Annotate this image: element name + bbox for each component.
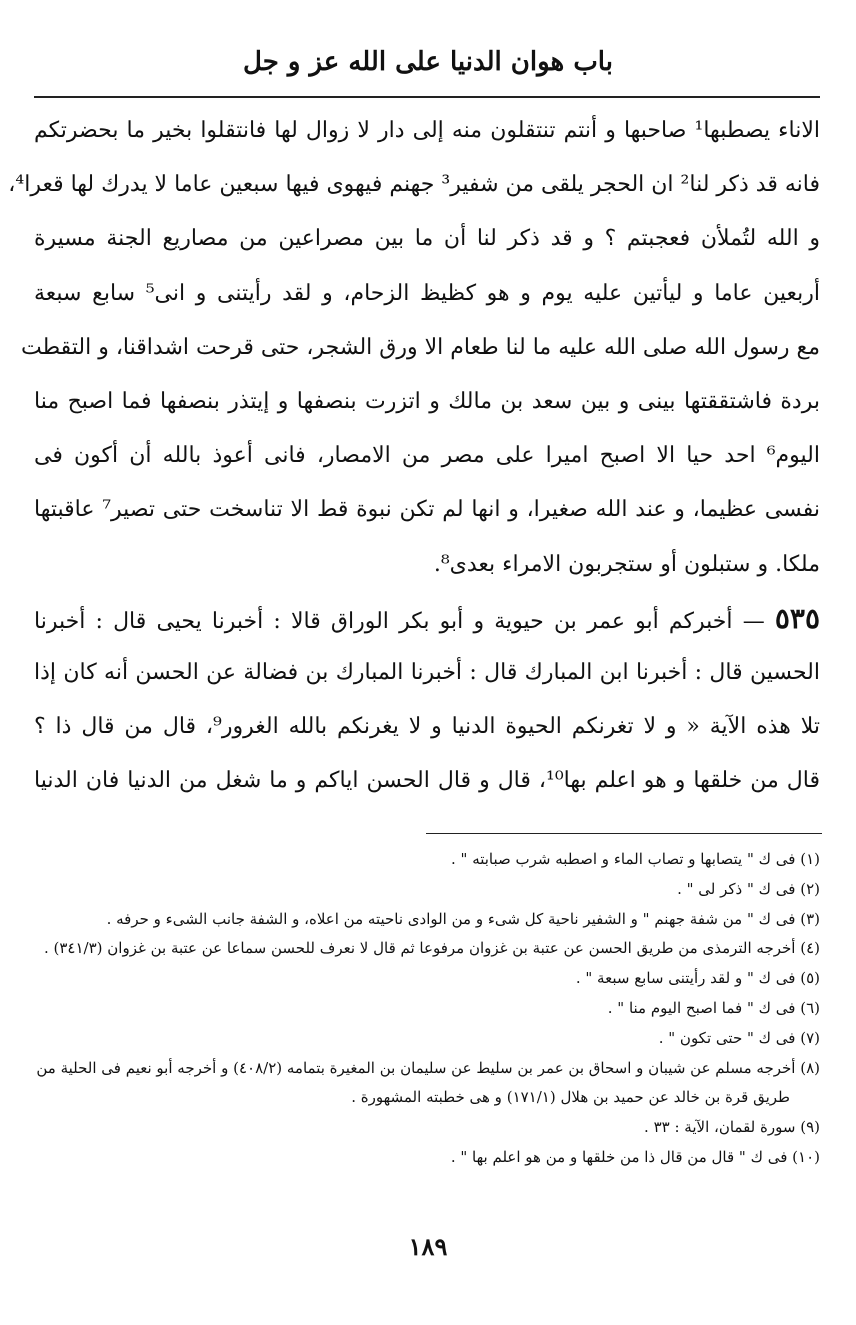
footnote: (١) فى ك " يتصابها و تصاب الماء و اصطبه شرب صبابته " . [450, 850, 820, 868]
footnote: (١٠) فى ك " قال من قال ذا من خلقها و من هو اعلم بها " . [450, 1147, 820, 1166]
footnote-continuation: طريق قرة بن خالد عن حميد بن هلال (١٧١/١) و هى خطبته المشهورة . [351, 1088, 790, 1107]
footnotes [34, 845, 820, 1173]
entry-dash: — [742, 608, 765, 634]
footnote: (٦) فى ك " فما اصبح اليوم منا " . [607, 998, 820, 1017]
text-line: بردة فاشتققتها بينى و بين سعد بن مالك و اتزرت بنصفها و إيتذر بنصفها فما اصبح منا [34, 388, 820, 414]
text-line: نفسى عظيما، و عند الله صغيرا، و انها لم تكن نبوة قط الا تناسخت حتى تصير⁷ عاقبتها [34, 497, 820, 523]
footnote: (٥) فى ك " و لقد رأيتنى سابع سبعة " . [575, 969, 820, 988]
footnote-divider [426, 833, 822, 834]
entry-number: ٥٣٥ [774, 601, 821, 635]
running-header: باب هوان الدنيا على الله عز و جل [243, 47, 613, 77]
text-line: الاناء يصطبها¹ صاحبها و أنتم تنتقلون منه إلى دار لا زوال لها فانتقلوا بخير ما بحضرتكم [34, 118, 820, 143]
text-line: مع رسول الله صلى الله عليه ما لنا طعام الا ورق الشجر، حتى قرحت اشداقنا، و التقطت [20, 334, 820, 360]
entry-text: أخبركم أبو عمر بن حيوية و أبو بكر الوراق قالا : أخبرنا يحيى قال : أخبرنا [34, 608, 733, 634]
main-text [8, 104, 821, 808]
text-line: أربعين عاما و ليأتين عليه يوم و هو كظيظ الزحام، و لقد رأيتنى و انى⁵ سابع سبعة [34, 280, 820, 306]
footnote: (٨) أخرجه مسلم عن شيبان و اسحاق بن عمر بن سليط عن سليمان بن المغيرة بتمامه (٤٠٨/٢) و أخرجه أبو نعيم فى الحلية من [36, 1058, 820, 1077]
text-line: فانه قد ذكر لنا² ان الحجر يلقى من شفير³ جهنم فيهوى فيها سبعين عاما لا يدرك لها قعرا⁴، [8, 172, 820, 198]
text-line: و الله لتُملأن فعجبتم ؟ و قد ذكر لنا أن ما بين مصراعين من مصاريع الجنة مسيرة [34, 226, 820, 252]
header-divider [34, 96, 820, 98]
footnote: (٢) فى ك " ذكر لى " . [677, 879, 820, 898]
text-line: الحسين قال : أخبرنا ابن المبارك قال : أخبرنا المبارك بن فضالة عن الحسن أنه كان إذا [34, 659, 820, 685]
entry-start-line [34, 592, 820, 646]
footnote: (٣) فى ك " من شفة جهنم " و الشفير ناحية كل شىء و من الوادى ناحيته من اعلاه، و الشفة جانب الشىء و حرفه . [106, 909, 820, 928]
footnote: (٤) أخرجه الترمذى من طريق الحسن عن عتبة بن غزوان مرفوعا ثم قال لا نعرف للحسن سماعا عن عتبة بن غزوان (٣٤١/٣) . [43, 939, 820, 958]
footnote: (٩) سورة لقمان، الآية : ٣٣ . [644, 1118, 820, 1137]
page-number: ١٨٩ [408, 1232, 448, 1261]
text-line: اليوم⁶ احد حيا الا اصبح اميرا على مصر من الامصار، فانى أعوذ بالله أن أكون فى [34, 443, 820, 469]
text-line: قال من خلقها و هو اعلم بها¹⁰، قال و قال الحسن اياكم و ما شغل من الدنيا فان الدنيا [34, 768, 820, 794]
text-line: ملكا. و ستبلون أو ستجربون الامراء بعدى⁸. [433, 551, 820, 577]
text-line: تلا هذه الآية « و لا تغرنكم الحيوة الدنيا و لا يغرنكم بالله الغرور⁹، قال من قال ذا ؟ [34, 714, 821, 740]
footnote: (٧) فى ك " حتى تكون " . [658, 1028, 820, 1047]
